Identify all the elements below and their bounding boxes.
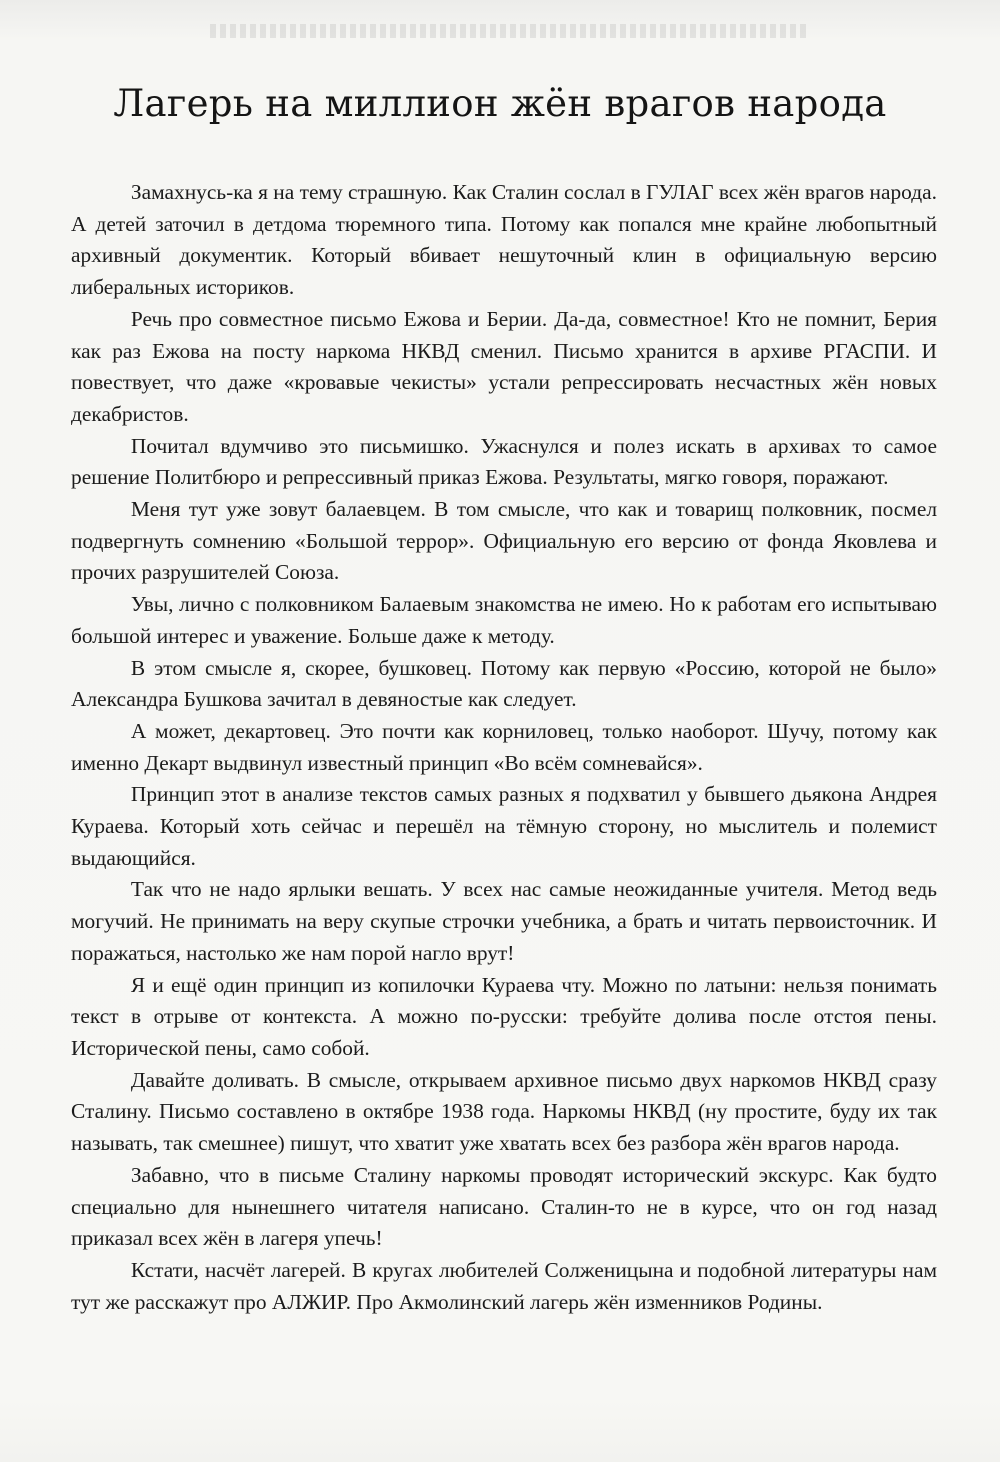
chapter-body [71,177,937,1318]
chapter-title: Лагерь на миллион жён врагов народа [113,82,887,125]
paragraph: В этом смысле я, скорее, бушковец. Потому как первую «Россию, которой не было» Александра Бушкова зачитал в девяностые как следует. [71,655,937,712]
paragraph: А может, декартовец. Это почти как корниловец, только наоборот. Шучу, потому как именно Декарт выдвинул известный принцип «Во всём сомневайся». [71,718,937,775]
paragraph: Речь про совместное письмо Ежова и Берии. Да-да, совместное! Кто не помнит, Берия как раз Ежова на посту наркома НКВД сменил. Письмо хранится в архиве РГАСПИ. И повествует, что даже «кровавые чекисты» устали репрессировать несчастных жён новых декабристов. [71,306,937,426]
paragraph: Я и ещё один принцип из копилочки Кураева чту. Можно по латыни: нельзя понимать текст в отрыве от контекста. А можно по-русски: требуйте долива после отстоя пены. Исторической пены, само собой. [71,972,937,1060]
paragraph: Увы, лично с полковником Балаевым знакомства не имею. Но к работам его испытываю большой интерес и уважение. Больше даже к методу. [71,592,937,648]
paragraph: Кстати, насчёт лагерей. В кругах любителей Солженицына и подобной литературы нам тут же расскажут про АЛЖИР. Про Акмолинский лагерь жён изменников Родины. [71,1257,937,1314]
paragraph: Так что не надо ярлыки вешать. У всех нас самые неожиданные учителя. Метод ведь могучий. Не принимать на веру скупые строчки учебника, а брать и читать первоисточник. И поражаться, настолько же нам порой нагло врут! [71,877,937,965]
paragraph: Давайте доливать. В смысле, открываем архивное письмо двух наркомов НКВД сразу Сталину. Письмо составлено в октябре 1938 года. Наркомы НКВД (ну простите, буду их так называть, так смешнее) пишут, что хватит уже хватать всех без разбора жён врагов народа. [71,1067,937,1156]
paragraph: Почитал вдумчиво это письмишко. Ужаснулся и полез искать в архивах то самое решение Политбюро и репрессивный приказ Ежова. Результаты, мягко говоря, поражают. [71,433,937,490]
paragraph: Забавно, что в письме Сталину наркомы проводят исторический экскурс. Как будто специально для нынешнего читателя написано. Сталин-то не в курсе, что он год назад приказал всех жён в лагеря упечь! [71,1162,937,1251]
bleed-through-header [210,24,810,38]
paragraph: Принцип этот в анализе текстов самых разных я подхватил у бывшего дьякона Андрея Кураева. Который хоть сейчас и перешёл на тёмную сторону, но мыслитель и полемист выдающийся. [71,782,937,870]
paragraph: Замахнусь-ка я на тему страшную. Как Сталин сослал в ГУЛАГ всех жён врагов народа. А детей заточил в детдома тюремного типа. Потому как попался мне крайне любопытный архивный документик. Который вбивает нешуточный клин в официальную версию либеральных историков. [71,180,937,300]
paragraph: Меня тут уже зовут балаевцем. В том смысле, что как и товарищ полковник, посмел подвергнуть сомнению «Большой террор». Официальную его версию от фонда Яковлева и прочих разрушителей Союза. [71,497,937,585]
